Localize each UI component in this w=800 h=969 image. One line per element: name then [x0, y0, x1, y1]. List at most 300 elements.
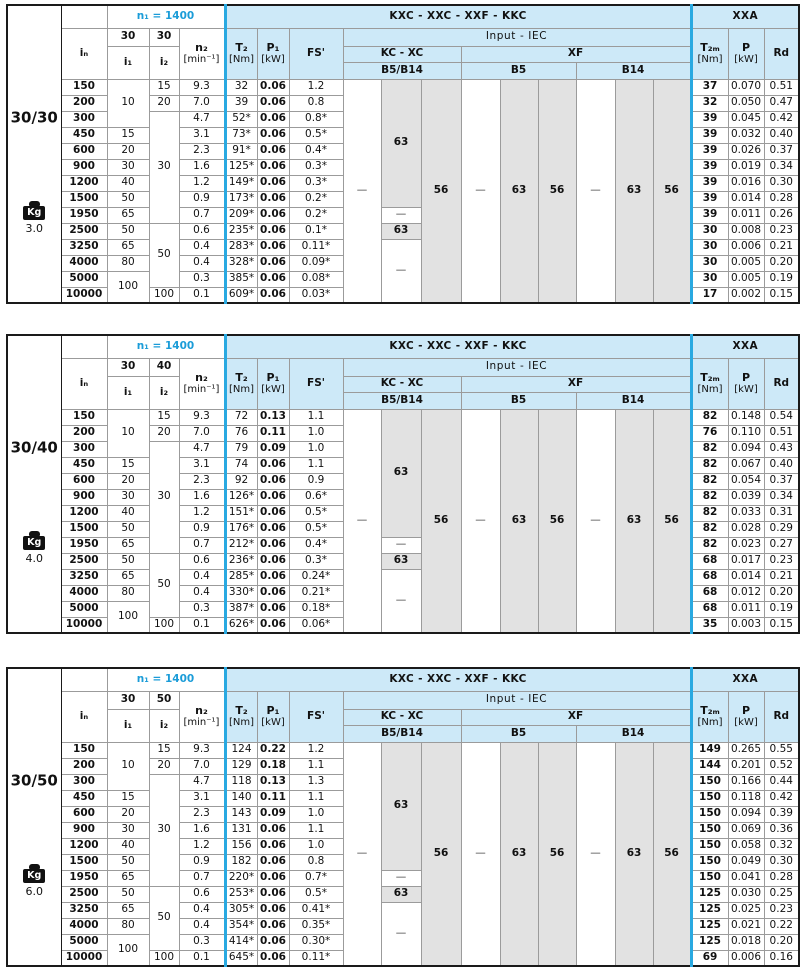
- t2-torque-value: 176*: [225, 521, 257, 537]
- in-ratio-value: 5000: [61, 934, 107, 950]
- i2-value: 15: [149, 79, 179, 95]
- rd-efficiency-value: 0.21: [764, 569, 799, 585]
- n2-speed-value: 1.2: [179, 838, 225, 854]
- rd-efficiency-value: 0.28: [764, 191, 799, 207]
- t2-torque-value: 385*: [225, 271, 257, 287]
- ratio-label: 30/50: [10, 772, 58, 791]
- p-power-value: 0.011: [728, 207, 764, 223]
- fs-service-factor-value: 0.7*: [289, 870, 343, 886]
- col-header-n2: n₂ [min⁻¹]: [179, 358, 225, 409]
- p-power-value: 0.058: [728, 838, 764, 854]
- p-power-value: 0.028: [728, 521, 764, 537]
- iec-motor-size-cell: 63: [615, 742, 653, 966]
- fs-service-factor-value: 0.5*: [289, 505, 343, 521]
- p-power-value: 0.014: [728, 569, 764, 585]
- p-power-value: 0.018: [728, 934, 764, 950]
- xxa-title: XXA: [691, 5, 799, 28]
- i1-value: 100: [107, 934, 149, 966]
- p1-power-value: 0.06: [257, 79, 289, 95]
- iec-not-available-cell: —: [576, 409, 615, 633]
- b5-header: B5: [461, 62, 576, 79]
- i2-value: 100: [149, 950, 179, 966]
- t2-torque-value: 143: [225, 806, 257, 822]
- t2-torque-value: 285*: [225, 569, 257, 585]
- p-power-value: 0.011: [728, 601, 764, 617]
- p-power-value: 0.030: [728, 886, 764, 902]
- n2-speed-value: 0.4: [179, 569, 225, 585]
- kg-weight-icon: Kg: [23, 201, 45, 220]
- rd-efficiency-value: 0.54: [764, 409, 799, 425]
- p1-power-value: 0.06: [257, 223, 289, 239]
- input-speed-label: n₁ = 1400: [107, 335, 225, 358]
- n2-speed-value: 0.9: [179, 191, 225, 207]
- spec-table-30-30: [6, 4, 800, 304]
- p1-power-value: 0.06: [257, 111, 289, 127]
- p1-power-value: 0.18: [257, 758, 289, 774]
- in-ratio-value: 300: [61, 774, 107, 790]
- n2-speed-value: 0.3: [179, 271, 225, 287]
- in-ratio-value: 3250: [61, 569, 107, 585]
- p-power-value: 0.070: [728, 79, 764, 95]
- iec-motor-size-cell: 63: [615, 79, 653, 303]
- in-ratio-value: 2500: [61, 223, 107, 239]
- rd-efficiency-value: 0.34: [764, 489, 799, 505]
- spec-table-30-40: [6, 334, 800, 634]
- spec-table-block-30-30: [6, 0, 800, 304]
- p-power-value: 0.069: [728, 822, 764, 838]
- series-title: KXC - XXC - XXF - KKC: [225, 5, 691, 28]
- in-ratio-value: 1950: [61, 207, 107, 223]
- p-power-value: 0.166: [728, 774, 764, 790]
- t2-torque-value: 91*: [225, 143, 257, 159]
- in-ratio-value: 10000: [61, 617, 107, 633]
- rd-efficiency-value: 0.19: [764, 271, 799, 287]
- t2-torque-value: 330*: [225, 585, 257, 601]
- b14-header: B14: [576, 62, 691, 79]
- p-power-value: 0.006: [728, 239, 764, 255]
- iec-motor-size-cell: 56: [421, 742, 461, 966]
- fs-service-factor-value: 0.1*: [289, 223, 343, 239]
- i1-value: 15: [107, 457, 149, 473]
- rd-efficiency-value: 0.20: [764, 255, 799, 271]
- iec-not-available-cell: —: [381, 902, 421, 966]
- in-ratio-value: 3250: [61, 902, 107, 918]
- fs-service-factor-value: 0.4*: [289, 143, 343, 159]
- i1-value: 15: [107, 790, 149, 806]
- in-ratio-value: 4000: [61, 918, 107, 934]
- col-header-i2: i₂: [149, 376, 179, 409]
- fs-service-factor-value: 0.4*: [289, 537, 343, 553]
- t2m-torque-value: 82: [691, 537, 728, 553]
- t2m-torque-value: 39: [691, 127, 728, 143]
- p1-power-value: 0.06: [257, 585, 289, 601]
- iec-motor-size-cell: 63: [381, 409, 421, 537]
- t2m-torque-value: 39: [691, 143, 728, 159]
- iec-not-available-cell: —: [576, 742, 615, 966]
- col-header-rd: Rd: [764, 28, 799, 79]
- in-ratio-value: 4000: [61, 585, 107, 601]
- rd-efficiency-value: 0.29: [764, 521, 799, 537]
- t2m-torque-value: 125: [691, 902, 728, 918]
- weight-value: 6.0: [25, 885, 43, 899]
- b5-header: B5: [461, 725, 576, 742]
- p-power-value: 0.094: [728, 441, 764, 457]
- weight-value: 3.0: [25, 222, 43, 236]
- t2-torque-value: 156: [225, 838, 257, 854]
- kg-weight-icon: Kg: [23, 531, 45, 550]
- in-ratio-value: 2500: [61, 886, 107, 902]
- col-header-p1: P₁ [kW]: [257, 691, 289, 742]
- n2-speed-value: 0.1: [179, 950, 225, 966]
- rd-efficiency-value: 0.55: [764, 742, 799, 758]
- in-ratio-value: 1200: [61, 175, 107, 191]
- t2m-torque-value: 82: [691, 409, 728, 425]
- i1-value: 20: [107, 143, 149, 159]
- in-ratio-value: 450: [61, 457, 107, 473]
- xf-header: XF: [461, 709, 691, 725]
- i1-value: 20: [107, 473, 149, 489]
- p1-power-value: 0.06: [257, 287, 289, 303]
- col-header-rd: Rd: [764, 691, 799, 742]
- gear-ratio-cell: [7, 5, 61, 303]
- fs-service-factor-value: 0.30*: [289, 934, 343, 950]
- i1-value: 80: [107, 585, 149, 601]
- t2-torque-value: 220*: [225, 870, 257, 886]
- rd-efficiency-value: 0.28: [764, 870, 799, 886]
- iec-motor-size-cell: 56: [653, 79, 691, 303]
- i2-value: 20: [149, 425, 179, 441]
- t2m-torque-value: 69: [691, 950, 728, 966]
- rd-efficiency-value: 0.31: [764, 505, 799, 521]
- fs-service-factor-value: 0.2*: [289, 207, 343, 223]
- rd-efficiency-value: 0.40: [764, 127, 799, 143]
- fs-service-factor-value: 0.9: [289, 473, 343, 489]
- xf-header: XF: [461, 46, 691, 62]
- p-power-value: 0.003: [728, 617, 764, 633]
- n2-speed-value: 0.7: [179, 870, 225, 886]
- p1-power-value: 0.06: [257, 838, 289, 854]
- t2-torque-value: 76: [225, 425, 257, 441]
- t2-torque-value: 235*: [225, 223, 257, 239]
- fs-service-factor-value: 1.1: [289, 790, 343, 806]
- rd-efficiency-value: 0.21: [764, 239, 799, 255]
- t2m-torque-value: 82: [691, 489, 728, 505]
- iec-motor-size-cell: 56: [653, 742, 691, 966]
- iec-not-available-cell: —: [343, 409, 381, 633]
- n2-speed-value: 2.3: [179, 143, 225, 159]
- p-power-value: 0.016: [728, 175, 764, 191]
- kg-weight-icon: Kg: [23, 864, 45, 883]
- i1-value: 10: [107, 79, 149, 127]
- t2-torque-value: 283*: [225, 239, 257, 255]
- iec-not-available-cell: —: [381, 537, 421, 553]
- p1-power-value: 0.06: [257, 569, 289, 585]
- fs-service-factor-value: 0.18*: [289, 601, 343, 617]
- p1-power-value: 0.06: [257, 175, 289, 191]
- i1-value: 100: [107, 271, 149, 303]
- iec-not-available-cell: —: [461, 409, 500, 633]
- in-ratio-value: 5000: [61, 601, 107, 617]
- t2-torque-value: 140: [225, 790, 257, 806]
- rd-efficiency-value: 0.37: [764, 473, 799, 489]
- p-power-value: 0.021: [728, 918, 764, 934]
- iec-motor-size-cell: 63: [381, 223, 421, 239]
- col-header-t2: T₂ [Nm]: [225, 28, 257, 79]
- n2-speed-value: 3.1: [179, 790, 225, 806]
- fs-service-factor-value: 0.03*: [289, 287, 343, 303]
- fs-service-factor-value: 0.11*: [289, 239, 343, 255]
- t2-torque-value: 118: [225, 774, 257, 790]
- fs-service-factor-value: 0.2*: [289, 191, 343, 207]
- t2-torque-value: 182: [225, 854, 257, 870]
- t2m-torque-value: 39: [691, 175, 728, 191]
- t2m-torque-value: 82: [691, 505, 728, 521]
- n2-speed-value: 1.2: [179, 175, 225, 191]
- iec-not-available-cell: —: [381, 569, 421, 633]
- iec-not-available-cell: —: [343, 742, 381, 966]
- fs-service-factor-value: 0.6*: [289, 489, 343, 505]
- iec-motor-size-cell: 56: [653, 409, 691, 633]
- p1-power-value: 0.06: [257, 191, 289, 207]
- in-ratio-value: 1500: [61, 521, 107, 537]
- rd-efficiency-value: 0.27: [764, 537, 799, 553]
- t2-torque-value: 149*: [225, 175, 257, 191]
- t2m-torque-value: 150: [691, 806, 728, 822]
- corner-blank: [61, 668, 107, 691]
- n2-speed-value: 1.6: [179, 159, 225, 175]
- p1-power-value: 0.06: [257, 473, 289, 489]
- in-ratio-value: 150: [61, 79, 107, 95]
- fs-service-factor-value: 1.0: [289, 838, 343, 854]
- n2-speed-value: 0.6: [179, 553, 225, 569]
- p-power-value: 0.017: [728, 553, 764, 569]
- t2m-torque-value: 125: [691, 886, 728, 902]
- t2m-torque-value: 150: [691, 774, 728, 790]
- fs-service-factor-value: 1.2: [289, 79, 343, 95]
- n2-speed-value: 1.2: [179, 505, 225, 521]
- fs-service-factor-value: 1.1: [289, 457, 343, 473]
- p1-power-value: 0.06: [257, 617, 289, 633]
- i2-nominal-header: 30: [149, 28, 179, 46]
- t2m-torque-value: 17: [691, 287, 728, 303]
- fs-service-factor-value: 0.3*: [289, 553, 343, 569]
- i1-value: 30: [107, 822, 149, 838]
- iec-not-available-cell: —: [381, 239, 421, 303]
- n2-speed-value: 0.3: [179, 601, 225, 617]
- p-power-value: 0.025: [728, 902, 764, 918]
- i1-value: 65: [107, 207, 149, 223]
- col-header-i2: i₂: [149, 46, 179, 79]
- n2-speed-value: 3.1: [179, 457, 225, 473]
- n2-speed-value: 0.4: [179, 918, 225, 934]
- n2-speed-value: 1.6: [179, 489, 225, 505]
- p1-power-value: 0.06: [257, 553, 289, 569]
- kc-xc-header: KC - XC: [343, 376, 461, 392]
- t2-torque-value: 151*: [225, 505, 257, 521]
- t2-torque-value: 609*: [225, 287, 257, 303]
- t2-torque-value: 126*: [225, 489, 257, 505]
- fs-service-factor-value: 0.5*: [289, 127, 343, 143]
- t2-torque-value: 236*: [225, 553, 257, 569]
- input-speed-label: n₁ = 1400: [107, 5, 225, 28]
- i2-value: 50: [149, 886, 179, 950]
- fs-service-factor-value: 0.8: [289, 854, 343, 870]
- t2m-torque-value: 30: [691, 239, 728, 255]
- rd-efficiency-value: 0.51: [764, 425, 799, 441]
- spec-table-block-30-40: [6, 304, 800, 634]
- t2-torque-value: 209*: [225, 207, 257, 223]
- fs-service-factor-value: 0.5*: [289, 886, 343, 902]
- i1-value: 80: [107, 918, 149, 934]
- i2-value: 100: [149, 617, 179, 633]
- i1-value: 10: [107, 409, 149, 457]
- i1-value: 40: [107, 838, 149, 854]
- in-ratio-value: 1950: [61, 870, 107, 886]
- n2-speed-value: 2.3: [179, 473, 225, 489]
- p1-power-value: 0.06: [257, 934, 289, 950]
- n2-speed-value: 7.0: [179, 425, 225, 441]
- fs-service-factor-value: 1.0: [289, 425, 343, 441]
- rd-efficiency-value: 0.40: [764, 457, 799, 473]
- in-ratio-value: 900: [61, 159, 107, 175]
- input-iec-header: Input - IEC: [343, 28, 691, 46]
- t2m-torque-value: 82: [691, 441, 728, 457]
- t2-torque-value: 73*: [225, 127, 257, 143]
- i1-nominal-header: 30: [107, 358, 149, 376]
- p-power-value: 0.019: [728, 159, 764, 175]
- i2-nominal-header: 40: [149, 358, 179, 376]
- t2m-torque-value: 32: [691, 95, 728, 111]
- n2-speed-value: 0.7: [179, 537, 225, 553]
- n2-speed-value: 2.3: [179, 806, 225, 822]
- b5-b14-header: B5/B14: [343, 725, 461, 742]
- n2-speed-value: 9.3: [179, 79, 225, 95]
- n2-speed-value: 3.1: [179, 127, 225, 143]
- in-ratio-value: 1200: [61, 505, 107, 521]
- t2m-torque-value: 39: [691, 207, 728, 223]
- in-ratio-value: 450: [61, 790, 107, 806]
- p-power-value: 0.005: [728, 255, 764, 271]
- kc-xc-header: KC - XC: [343, 46, 461, 62]
- rd-efficiency-value: 0.15: [764, 617, 799, 633]
- iec-motor-size-cell: 56: [538, 742, 576, 966]
- rd-efficiency-value: 0.15: [764, 287, 799, 303]
- corner-blank: [61, 335, 107, 358]
- iec-not-available-cell: —: [461, 79, 500, 303]
- n2-speed-value: 0.9: [179, 854, 225, 870]
- rd-efficiency-value: 0.25: [764, 886, 799, 902]
- t2-torque-value: 173*: [225, 191, 257, 207]
- i1-value: 50: [107, 521, 149, 537]
- iec-motor-size-cell: 63: [381, 79, 421, 207]
- gear-ratio-cell: [7, 668, 61, 966]
- col-header-p1: P₁ [kW]: [257, 28, 289, 79]
- p1-power-value: 0.06: [257, 255, 289, 271]
- t2m-torque-value: 82: [691, 473, 728, 489]
- n2-speed-value: 0.1: [179, 287, 225, 303]
- fs-service-factor-value: 0.06*: [289, 617, 343, 633]
- n2-speed-value: 0.4: [179, 239, 225, 255]
- i1-value: 80: [107, 255, 149, 271]
- iec-motor-size-cell: 56: [538, 409, 576, 633]
- p1-power-value: 0.06: [257, 854, 289, 870]
- in-ratio-value: 900: [61, 822, 107, 838]
- col-header-t2m: T₂ₘ [Nm]: [691, 358, 728, 409]
- in-ratio-value: 3250: [61, 239, 107, 255]
- ratio-label: 30/30: [10, 109, 58, 128]
- t2-torque-value: 79: [225, 441, 257, 457]
- n2-speed-value: 9.3: [179, 409, 225, 425]
- p1-power-value: 0.06: [257, 457, 289, 473]
- in-ratio-value: 1200: [61, 838, 107, 854]
- col-header-n2: n₂ [min⁻¹]: [179, 691, 225, 742]
- col-header-t2m: T₂ₘ [Nm]: [691, 28, 728, 79]
- n2-speed-value: 1.6: [179, 822, 225, 838]
- rd-efficiency-value: 0.44: [764, 774, 799, 790]
- in-ratio-value: 5000: [61, 271, 107, 287]
- p-power-value: 0.014: [728, 191, 764, 207]
- rd-efficiency-value: 0.36: [764, 822, 799, 838]
- t2m-torque-value: 144: [691, 758, 728, 774]
- iec-motor-size-cell: 56: [538, 79, 576, 303]
- in-ratio-value: 150: [61, 742, 107, 758]
- t2-torque-value: 645*: [225, 950, 257, 966]
- i1-value: 40: [107, 505, 149, 521]
- p1-power-value: 0.09: [257, 441, 289, 457]
- i2-value: 15: [149, 409, 179, 425]
- in-ratio-value: 4000: [61, 255, 107, 271]
- p-power-value: 0.110: [728, 425, 764, 441]
- i1-value: 65: [107, 239, 149, 255]
- b5-b14-header: B5/B14: [343, 392, 461, 409]
- p1-power-value: 0.09: [257, 806, 289, 822]
- p-power-value: 0.201: [728, 758, 764, 774]
- p1-power-value: 0.06: [257, 521, 289, 537]
- t2m-torque-value: 30: [691, 223, 728, 239]
- t2m-torque-value: 30: [691, 271, 728, 287]
- n2-speed-value: 0.4: [179, 255, 225, 271]
- i1-value: 65: [107, 902, 149, 918]
- spec-table-block-30-50: [6, 634, 800, 967]
- p-power-value: 0.148: [728, 409, 764, 425]
- fs-service-factor-value: 1.0: [289, 806, 343, 822]
- in-ratio-value: 2500: [61, 553, 107, 569]
- fs-service-factor-value: 0.11*: [289, 950, 343, 966]
- rd-efficiency-value: 0.30: [764, 854, 799, 870]
- spec-table-30-50: [6, 667, 800, 967]
- rd-efficiency-value: 0.16: [764, 950, 799, 966]
- p1-power-value: 0.11: [257, 790, 289, 806]
- p1-power-value: 0.06: [257, 537, 289, 553]
- i1-value: 40: [107, 175, 149, 191]
- b14-header: B14: [576, 725, 691, 742]
- iec-motor-size-cell: 63: [381, 553, 421, 569]
- iec-not-available-cell: —: [576, 79, 615, 303]
- n2-speed-value: 4.7: [179, 774, 225, 790]
- p1-power-value: 0.06: [257, 601, 289, 617]
- t2m-torque-value: 39: [691, 191, 728, 207]
- rd-efficiency-value: 0.37: [764, 143, 799, 159]
- series-title: KXC - XXC - XXF - KKC: [225, 335, 691, 358]
- rd-efficiency-value: 0.47: [764, 95, 799, 111]
- fs-service-factor-value: 1.1: [289, 758, 343, 774]
- rd-efficiency-value: 0.26: [764, 207, 799, 223]
- i2-value: 50: [149, 223, 179, 287]
- t2m-torque-value: 82: [691, 457, 728, 473]
- in-ratio-value: 10000: [61, 287, 107, 303]
- iec-motor-size-cell: 56: [421, 79, 461, 303]
- t2m-torque-value: 68: [691, 585, 728, 601]
